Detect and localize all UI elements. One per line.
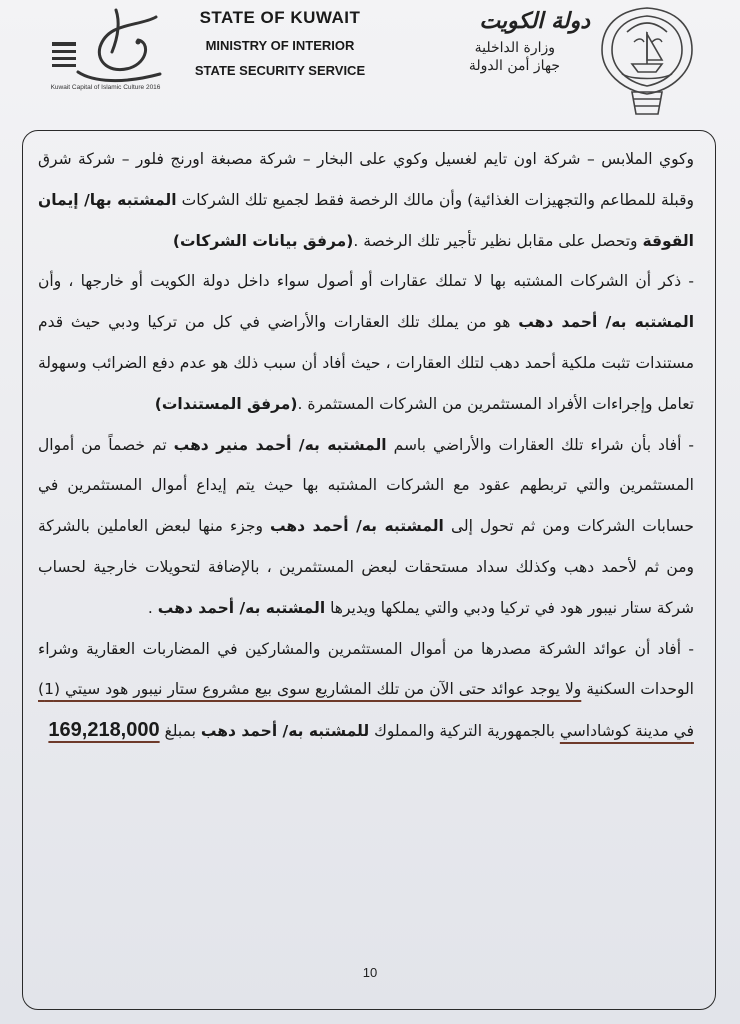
arabic-letterhead <box>390 8 590 74</box>
kuwait-emblem <box>592 2 702 117</box>
letterhead <box>0 0 740 125</box>
bold-text: المشتبه بها/ إيمان القوقة <box>38 190 694 250</box>
body-paragraph <box>38 139 694 261</box>
body-paragraph <box>38 261 694 424</box>
text-run: تم خصماً من أموال المستثمرين والتي تربطهم عقود مع الشركات المشتبه بها حيث يتم إيداع أموال المستثمرين في حسابات الشركات ومن ثم تحول إلى <box>38 435 694 536</box>
text-run: . <box>147 598 158 617</box>
text-run: وتحصل على مقابل نظير تأجير تلك الرخصة . <box>353 231 643 250</box>
text-run: بمبلغ <box>159 722 201 741</box>
bold-text: للمشتبه به/ أحمد دهب <box>200 722 370 741</box>
text-run: وجزء منها لبعض العاملين بالشركة ومن ثم لأحمد دهب وكذلك سداد مستحقات لبعض المستثمرين ، بالإضافة لتحويلات خارجية لحساب شركة ستار نيبور هود في تركيا ودبي والتي يملكها ويديرها <box>38 517 694 617</box>
bold-text: المشتبه به/ أحمد دهب <box>518 313 695 332</box>
ministry-name-en: MINISTRY OF INTERIOR <box>205 38 355 53</box>
underlined-text: ولا يوجد عوائد حتى الآن من تلك المشاريع سوى بيع مشروع ستار نيبور هود سيتي (1) في مدينة كوشاداسي <box>38 680 694 741</box>
text-run: بالجمهورية التركية والمملوك <box>369 722 560 741</box>
service-name-ar: جهاز أمن الدولة <box>468 58 560 74</box>
page-number: 10 <box>362 965 378 980</box>
body-paragraph <box>38 425 694 629</box>
text-run: - أفاد بأن شراء تلك العقارات والأراضي باسم <box>386 435 694 454</box>
state-name-ar: دولة الكويت <box>479 8 590 34</box>
text-run: - ذكر أن الشركات المشتبه بها لا تملك عقارات أو أصول سواء داخل دولة الكويت أو خارجها ، وأن <box>38 272 694 291</box>
text-run: هو من يملك تلك العقارات والأراضي في كل من تركيا ودبي حيث قدم مستندات تثبت ملكية أحمد دهب لتلك العقارات ، حيث أفاد أن سبب ذلك هو عدم دفع الضرائب وسهولة تعامل وإجراءات الأفراد المستثمرين من الشركات المستثمرة . <box>38 313 694 413</box>
text-run: - أفاد أن عوائد الشركة مصدرها من أموال المستثمرين والمشاركين في المضاربات العقارية وشراء الوحدات السكنية <box>38 639 694 699</box>
service-name-en: STATE SECURITY SERVICE <box>194 63 366 78</box>
document-body <box>38 139 694 752</box>
ministry-name-ar: وزارة الداخلية <box>474 40 555 56</box>
bold-text: (مرفق المستندات) <box>154 394 298 413</box>
body-paragraph <box>38 629 694 752</box>
text-run: وكوي الملابس – شركة اون تايم لغسيل وكوي على البخار – شركة مصبغة اورنج فلور – شركة شرق وقبلة للمطاعم والتجهيزات الغذائية) وأن مالك الرخصة فقط لجميع تلك الشركات <box>38 150 694 209</box>
bold-text: (مرفق بيانات الشركات) <box>172 231 354 250</box>
bold-text: المشتبه به/ أحمد دهب <box>157 598 326 617</box>
state-name-en: STATE OF KUWAIT <box>199 8 361 27</box>
bold-text: المشتبه به/ أحمد منير دهب <box>173 435 387 454</box>
culture-logo-caption: Kuwait Capital of Islamic Culture 2016 <box>50 84 161 91</box>
bold-text: المشتبه به/ أحمد دهب <box>270 517 444 536</box>
english-letterhead <box>185 8 375 78</box>
amount-value: 169,218,000 <box>48 719 160 742</box>
